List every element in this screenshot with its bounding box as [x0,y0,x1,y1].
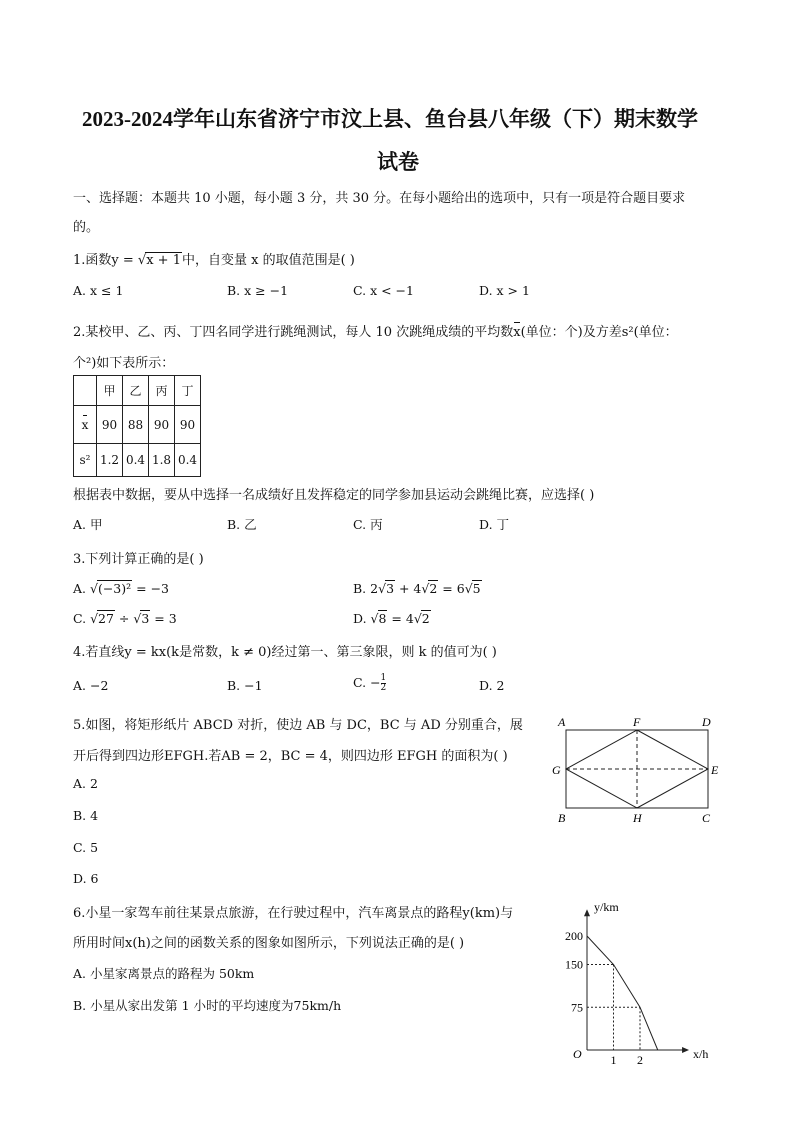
x-axis-arrow [682,1047,689,1053]
y-tick-label: 200 [565,929,583,943]
q2-option-c: C. 丙 [353,517,383,532]
q5-rectangle-figure [548,710,728,830]
table-header-yi: 乙 [123,376,149,406]
vertex-label-e: E [711,763,719,777]
vertex-label-h: H [633,811,642,825]
table-cell: 88 [123,406,149,444]
q1-option-d: D. x > 1 [479,283,530,298]
section-header-line1: 一、选择题：本题共 10 小题，每小题 3 分，共 30 分。在每小题给出的选项中，只有一项是符合题目要求 [73,191,686,206]
q5-stem-line1: 5.如图，将矩形纸片 ABCD 对折，使边 AB 与 DC，BC 与 AD 分别重合，展 [73,718,523,733]
table-row-label-variance: s² [74,444,97,477]
q5-option-d: D. 6 [73,871,99,886]
q2-question: 根据表中数据，要从中选择一名成绩好且发挥稳定的同学参加县运动会跳绳比赛，应选择( ) [73,488,595,503]
table-header-empty [74,376,97,406]
table-cell: 0.4 [175,444,201,477]
q2-stem-line2: 个²)如下表所示： [73,356,175,371]
y-axis-label: y/km [594,900,619,915]
q1-stem: 1.函数y = √x + 1中，自变量 x 的取值范围是( ) [73,253,355,268]
table-cell: 0.4 [123,444,149,477]
q5-stem-line2: 开后得到四边形EFGH.若AB = 2，BC = 4，则四边形 EFGH 的面积为( ) [73,749,508,764]
x-tick-label: 1 [610,1053,617,1067]
origin-label: O [573,1047,582,1061]
vertex-label-d: D [702,715,711,729]
q2-option-b: B. 乙 [227,517,257,532]
y-axis-arrow [584,909,590,916]
doc-title-line2: 试卷 [377,150,419,174]
q3-option-a: A. √(−3)² = −3 [73,581,170,596]
q2-stem-line1: 2.某校甲、乙、丙、丁四名同学进行跳绳测试，每人 10 次跳绳成绩的平均数x(单位：个)及方差s²(单位： [73,325,678,340]
vertex-label-b: B [558,811,566,825]
table-header-ding: 丁 [175,376,201,406]
q5-option-a: A. 2 [73,776,98,791]
table-header-bing: 丙 [149,376,175,406]
table-cell: 90 [149,406,175,444]
section-header-line2: 的。 [73,220,100,235]
y-tick-label: 150 [565,957,583,972]
q4-stem: 4.若直线y = kx(k是常数，k ≠ 0)经过第一、第三象限，则 k 的值可为( ) [73,645,497,660]
vertex-label-c: C [702,811,711,825]
q6-option-b: B. 小星从家出发第 1 小时的平均速度为75km/h [73,998,342,1013]
q2-option-d: D. 丁 [479,517,510,532]
x-axis-label: x/h [693,1047,709,1061]
q3-option-c: C. √27 ÷ √3 = 3 [73,611,177,626]
q2-data-table [73,375,201,477]
doc-title-line1: 2023-2024学年山东省济宁市汶上县、鱼台县八年级（下）期末数学 [82,107,698,131]
q1-option-c: C. x < −1 [353,283,414,298]
q2-option-a: A. 甲 [73,517,103,532]
series-line [587,936,658,1050]
q6-distance-time-chart [555,893,725,1068]
vertex-label-f: F [633,715,641,729]
x-tick-label: 2 [637,1053,643,1067]
q6-stem-line1: 6.小星一家驾车前往某景点旅游，在行驶过程中，汽车离景点的路程y(km)与 [73,906,514,921]
q4-option-b: B. −1 [227,678,263,693]
y-tick-label: 75 [571,1000,583,1015]
table-cell: 1.8 [149,444,175,477]
table-cell: 90 [175,406,201,444]
q3-option-d: D. √8 = 4√2 [353,611,430,626]
q1-option-b: B. x ≥ −1 [227,283,289,298]
q1-option-a: A. x ≤ 1 [73,283,124,298]
q4-option-c: C. − $\frac{1}{2}$ [353,673,387,693]
q4-option-a: A. −2 [73,678,109,693]
table-row-label-mean: x [74,406,97,444]
q4-option-d: D. 2 [479,678,505,693]
q3-option-b: B. 2√3 + 4√2 = 6√5 [353,581,481,596]
vertex-label-a: A [558,715,566,729]
q6-option-a: A. 小星家离景点的路程为 50km [73,966,255,981]
vertex-label-g: G [552,763,561,777]
q3-stem: 3.下列计算正确的是( ) [73,552,204,567]
table-header-jia: 甲 [97,376,123,406]
table-cell: 90 [97,406,123,444]
q5-option-b: B. 4 [73,808,99,823]
table-cell: 1.2 [97,444,123,477]
q5-option-c: C. 5 [73,840,99,855]
q6-stem-line2: 所用时间x(h)之间的函数关系的图象如图所示，下列说法正确的是( ) [73,936,465,951]
